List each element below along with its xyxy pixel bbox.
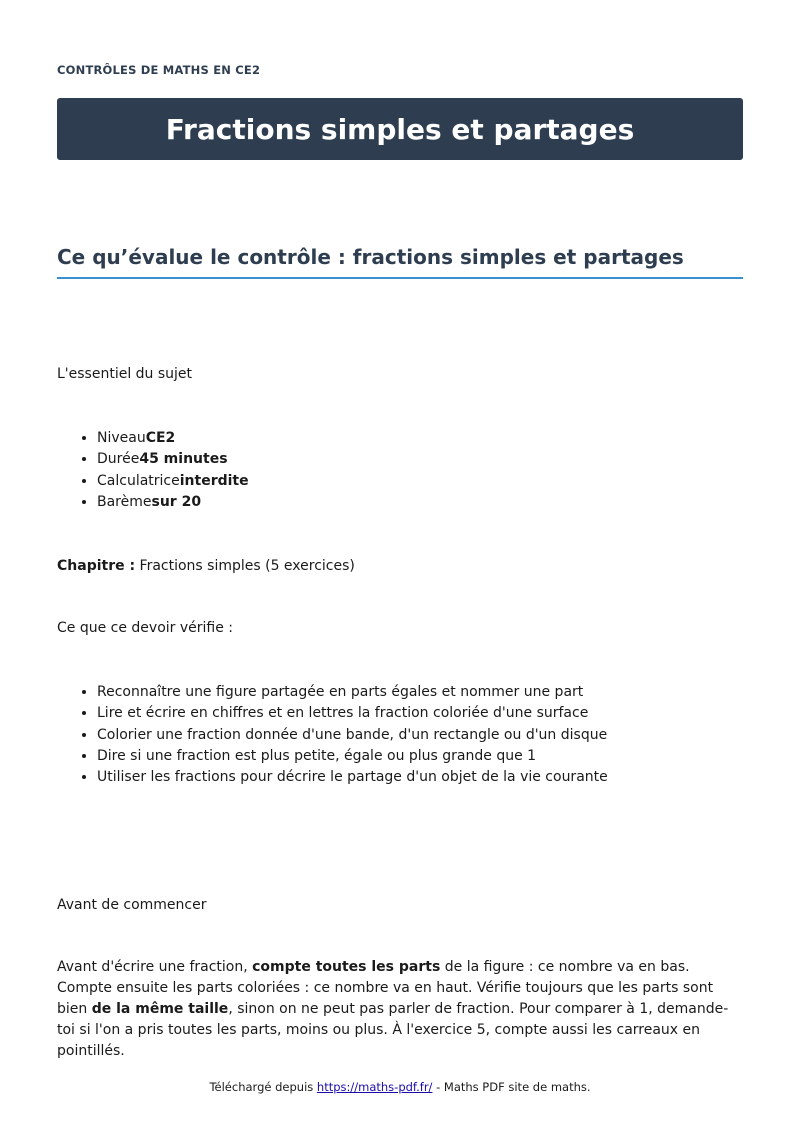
- list-item: • Lire et écrire en chiffres et en lettres la fraction coloriée d'une surface: [97, 703, 608, 724]
- page-footer: [0, 1080, 800, 1094]
- skills-list: [57, 682, 608, 788]
- list-item: [97, 449, 249, 470]
- list-item: • Colorier une fraction donnée d'une bande, d'un rectangle ou d'un disque: [97, 725, 608, 746]
- chapitre-line: [57, 556, 355, 577]
- list-item: [97, 492, 249, 513]
- document-kicker: CONTRÔLES DE MATHS EN CE2: [57, 63, 261, 77]
- info-label: Durée: [97, 451, 140, 468]
- page-title: Fractions simples et partages: [165, 112, 635, 146]
- info-value: interdite: [179, 472, 249, 489]
- avant-heading: Avant de commencer: [57, 897, 207, 913]
- footer-prefix: Téléchargé depuis: [209, 1080, 317, 1094]
- list-item: [97, 428, 249, 449]
- info-label: Niveau: [97, 430, 146, 446]
- chapitre-label: Chapitre :: [57, 558, 136, 574]
- chapitre-value: Fractions simples (5 exercices): [135, 558, 355, 574]
- advice-emphasis: de la même taille: [91, 1001, 229, 1017]
- advice-text: Avant d'écrire une fraction,: [57, 959, 253, 975]
- advice-emphasis: compte toutes les parts: [252, 959, 441, 975]
- info-value: 45 minutes: [139, 451, 228, 468]
- essentiel-heading: L'essentiel du sujet: [57, 366, 193, 382]
- info-label: Calculatrice: [97, 472, 180, 489]
- list-item: • Utiliser les fractions pour décrire le partage d'un objet de la vie courante: [97, 767, 608, 788]
- advice-text: , sinon on ne peut pas parler de fraction. Pour comparer à 1, demande-toi si l'on a pris toutes les parts, moins ou plus. À l'exercice 5, compte aussi les carreaux en pointillés.: [57, 1001, 729, 1059]
- advice-text: de la figure : ce nombre va en bas. Compte ensuite les parts coloriées : ce nombre va en haut. Vérifie toujours que les parts sont bien: [57, 959, 714, 1017]
- footer-suffix: - Maths PDF site de maths.: [432, 1080, 591, 1094]
- list-item: • Dire si une fraction est plus petite, égale ou plus grande que 1: [97, 746, 608, 767]
- info-list: [57, 428, 249, 513]
- section-title: Ce qu’évalue le contrôle : fractions simples et partages: [57, 245, 743, 279]
- title-banner: [57, 98, 743, 160]
- list-item: • Reconnaître une figure partagée en parts égales et nommer une part: [97, 682, 608, 703]
- info-value: CE2: [145, 430, 176, 446]
- advice-paragraph: [57, 957, 743, 1062]
- verifie-heading: Ce que ce devoir vérifie :: [57, 620, 234, 636]
- footer-link[interactable]: https://maths-pdf.fr/: [316, 1080, 433, 1094]
- list-item: [97, 471, 249, 492]
- info-label: Barème: [97, 493, 152, 510]
- info-value: sur 20: [151, 493, 202, 510]
